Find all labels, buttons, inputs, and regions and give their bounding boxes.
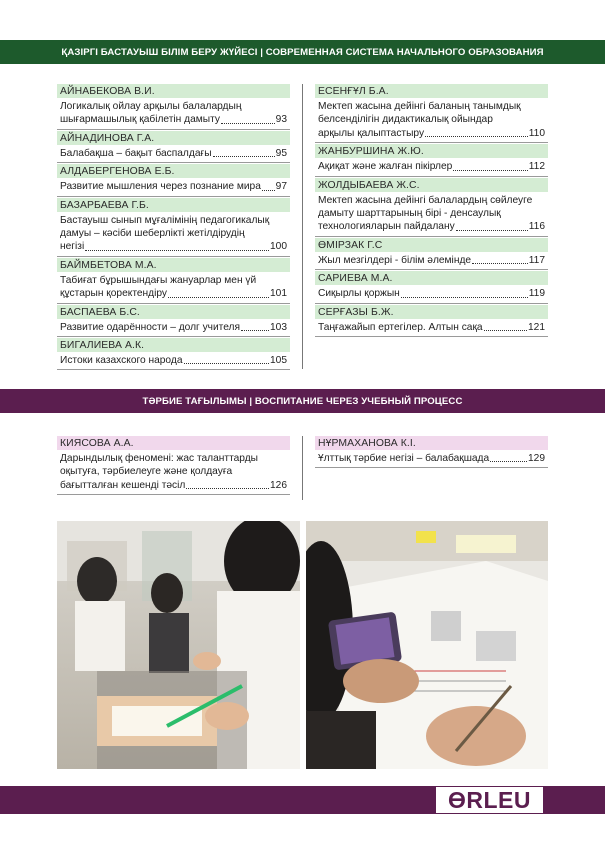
- dot-leader: [456, 230, 528, 231]
- toc-author: ЖАНБУРШИНА Ж.Ю.: [315, 144, 548, 158]
- toc-column-right: [315, 84, 548, 338]
- toc-page-number: 103: [270, 321, 287, 333]
- toc-entry[interactable]: [57, 145, 290, 163]
- toc-author: ЕСЕНҒҰЛ Б.А.: [315, 84, 548, 98]
- toc-entry-title-line: бағытталған кешенді тәсіл: [60, 479, 186, 491]
- toc-entry-title-line: арқылы қалыптастыру: [318, 127, 425, 139]
- dot-leader: [85, 250, 269, 251]
- toc-page-number: 116: [528, 221, 545, 233]
- toc-entry-title-line: құстарын қоректендіру: [60, 288, 168, 300]
- section-banner-primary-education: [0, 40, 605, 64]
- toc-author: ЖОЛДЫБАЕВА Ж.С.: [315, 178, 548, 192]
- toc-entry[interactable]: [315, 319, 548, 337]
- toc-page-number: 95: [275, 147, 287, 159]
- column-divider: [302, 84, 303, 369]
- toc-entry[interactable]: [57, 450, 290, 495]
- toc-column-left: [57, 436, 290, 496]
- toc-page-number: 117: [528, 254, 545, 266]
- toc-entry[interactable]: [57, 319, 290, 337]
- toc-entry-title-line: технологияларын пайдалану: [318, 221, 455, 233]
- toc-author: САРИЕВА М.А.: [315, 271, 548, 285]
- toc-page-number: 119: [528, 288, 545, 300]
- dot-leader: [425, 136, 528, 137]
- toc-entry[interactable]: [315, 252, 548, 270]
- toc-entry-title-line: Ақиқат және жалған пікірлер: [318, 161, 453, 173]
- toc-entry[interactable]: [315, 285, 548, 303]
- toc-page-number: 112: [528, 161, 545, 173]
- toc-entry[interactable]: [315, 450, 548, 468]
- toc-page-number: 105: [270, 355, 287, 367]
- toc-entry[interactable]: [315, 98, 548, 143]
- toc-entry-title-line: Сиқырлы қоржын: [318, 288, 400, 300]
- toc-entry-title-line: Развитие одарённости – долг учителя: [60, 321, 241, 333]
- toc-author: БАЙМБЕТОВА М.А.: [57, 258, 290, 272]
- toc-author: КИЯСОВА А.А.: [57, 436, 290, 450]
- toc-entry-title-line: Бастауыш сынып мұғалімінің педагогикалық: [60, 214, 270, 226]
- toc-page-number: 101: [270, 288, 287, 300]
- column-divider: [302, 436, 303, 500]
- toc-page-number: 129: [528, 453, 545, 464]
- dot-leader: [401, 297, 528, 298]
- toc-entry[interactable]: [57, 212, 290, 257]
- photo-hands-with-papers: [306, 521, 548, 769]
- toc-entry-title-line: дамыту шарттарының бірі - денсаулық: [318, 208, 501, 220]
- logo-text: ӨRLEU: [448, 786, 531, 813]
- section-banner-upbringing: [0, 389, 605, 413]
- toc-author: ӨМІРЗАК Г.С: [315, 238, 548, 252]
- toc-page-number: 126: [270, 479, 287, 491]
- dot-leader: [472, 263, 528, 264]
- toc-entry-title-line: шығармашылық қабілетін дамыту: [60, 114, 220, 126]
- toc-entry-title-line: Таңғажайып ертегілер. Алтын сақа: [318, 321, 483, 333]
- dot-leader: [241, 330, 269, 331]
- toc-entry-title-line: Логикалық ойлау арқылы балалардың: [60, 101, 242, 112]
- toc-entry-title-line: Развитие мышления через познание мира: [60, 181, 261, 193]
- toc-author: БИГАЛИЕВА А.К.: [57, 338, 290, 352]
- toc-author: СЕРҒАЗЫ Б.Ж.: [315, 305, 548, 319]
- toc-entry[interactable]: [57, 98, 290, 130]
- photo-teachers-writing: [57, 521, 300, 769]
- toc-entry-title-line: Дарындылық феномені: жас таланттарды: [60, 453, 258, 464]
- toc-page-number: 100: [270, 241, 287, 253]
- toc-entry[interactable]: [315, 192, 548, 237]
- dot-leader: [453, 170, 527, 171]
- toc-entry-title-line: Балабақша – бақыт баспалдағы: [60, 147, 212, 159]
- toc-entry-title-line: негізі: [60, 241, 85, 253]
- dot-leader: [186, 488, 269, 489]
- toc-entry[interactable]: [315, 158, 548, 176]
- toc-page-number: 121: [528, 321, 545, 333]
- dot-leader: [184, 363, 270, 364]
- toc-author: АЙНАДИНОВА Г.А.: [57, 131, 290, 145]
- toc-page-number: 110: [528, 127, 545, 139]
- toc-column-right: [315, 436, 548, 469]
- toc-author: АЛДАБЕРГЕНОВА Е.Б.: [57, 164, 290, 178]
- dot-leader: [213, 156, 275, 157]
- section-title: ҚАЗІРГІ БАСТАУЫШ БІЛІМ БЕРУ ЖҮЙЕСІ | СОВРЕМЕННАЯ СИСТЕМА НАЧАЛЬНОГО ОБРАЗОВАНИЯ: [61, 46, 544, 58]
- dot-leader: [168, 297, 269, 298]
- toc-entry-title-line: дамуы – кәсіби шеберлікті жетілдірудің: [60, 228, 245, 240]
- dot-leader: [484, 330, 527, 331]
- toc-entry[interactable]: [57, 352, 290, 370]
- toc-column-left: [57, 84, 290, 371]
- toc-entry-title-line: Табиғат бұрышындағы жануарлар мен үй: [60, 274, 257, 286]
- toc-entry-title-line: оқытуға, тәрбиелеуге және қолдауға: [60, 466, 233, 478]
- toc-entry-title-line: Жыл мезгілдері - білім әлемінде: [318, 254, 472, 266]
- dot-leader: [490, 461, 527, 462]
- toc-author: БАЗАРБАЕВА Г.Б.: [57, 198, 290, 212]
- toc-author: БАСПАЕВА Б.С.: [57, 305, 290, 319]
- toc-entry-title-line: Ұлттық тәрбие негізі – балабақшада: [318, 453, 490, 464]
- toc-entry-title-line: Истоки казахского народа: [60, 355, 183, 367]
- section-title: ТӘРБИЕ ТАҒЫЛЫМЫ | ВОСПИТАНИЕ ЧЕРЕЗ УЧЕБНЫЙ ПРОЦЕСС: [142, 395, 463, 407]
- toc-page-number: 97: [275, 181, 287, 193]
- toc-entry-title-line: Мектеп жасына дейінгі баланың танымдық: [318, 101, 521, 112]
- toc-author: НҰРМАХАНОВА К.І.: [315, 436, 548, 450]
- toc-entry[interactable]: [57, 272, 290, 304]
- toc-author: АЙНАБЕКОВА В.И.: [57, 84, 290, 98]
- toc-page-number: 93: [275, 114, 287, 126]
- dot-leader: [262, 190, 275, 191]
- toc-entry[interactable]: [57, 178, 290, 196]
- toc-entry-title-line: Мектеп жасына дейінгі балалардың сөйлеуге: [318, 194, 533, 206]
- orleu-logo: [436, 787, 543, 813]
- dot-leader: [221, 123, 275, 124]
- toc-entry-title-line: белсенділігін дидактикалық ойындар: [318, 114, 493, 126]
